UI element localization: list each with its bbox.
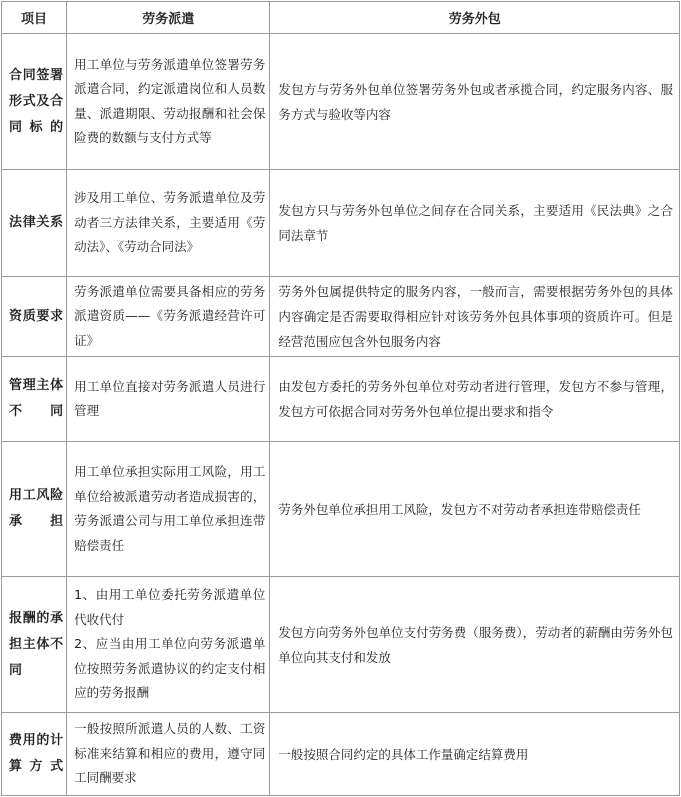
header-item: 项目: [2, 2, 67, 34]
dispatch-cell: 一般按照所派遣人员的人数、工资标准来结算和相应的费用，遵守同工同酬要求: [67, 713, 270, 796]
row-label: 资质要求: [2, 277, 67, 357]
row-label: 合同签署形式及合同标的: [2, 34, 67, 170]
table-row: [2, 442, 680, 577]
table-row: [2, 170, 680, 277]
outsourcing-cell: 发包方只与劳务外包单位之间存在合同关系，主要适用《民法典》之合同法章节: [270, 170, 680, 277]
row-label: 报酬的承担主体不同: [2, 577, 67, 713]
dispatch-cell: 用工单位承担实际用工风险，用工单位给被派遣劳动者造成损害的，劳务派遣公司与用工单位承担连带赔偿责任: [67, 442, 270, 577]
outsourcing-cell: 劳务外包属提供特定的服务内容，一般而言，需要根据劳务外包的具体内容确定是否需要取得相应针对该劳务外包具体事项的资质许可。但是经营范围应包含外包服务内容: [270, 277, 680, 357]
dispatch-cell: [67, 577, 270, 713]
outsourcing-cell: 一般按照合同约定的具体工作量确定结算费用: [270, 713, 680, 796]
header-dispatch: 劳务派遣: [67, 2, 270, 34]
header-outsourcing: 劳务外包: [270, 2, 680, 34]
row-label: 费用的计算方式: [2, 713, 67, 796]
dispatch-cell: 劳务派遣单位需要具备相应的劳务派遣资质——《劳务派遣经营许可证》: [67, 277, 270, 357]
outsourcing-cell: 发包方向劳务外包单位支付劳务费（服务费），劳动者的薪酬由劳务外包单位向其支付和发放: [270, 577, 680, 713]
outsourcing-cell: 由发包方委托的劳务外包单位对劳动者进行管理，发包方不参与管理，发包方可依据合同对劳务外包单位提出要求和指令: [270, 357, 680, 442]
dispatch-line: 2、应当由用工单位向劳务派遣单位按照劳务派遣协议的约定支付相应的劳务报酬: [74, 636, 266, 701]
row-label: 用工风险承担: [2, 442, 67, 577]
outsourcing-cell: 发包方与劳务外包单位签署劳务外包或者承揽合同，约定服务内容、服务方式与验收等内容: [270, 34, 680, 170]
table-row: [2, 357, 680, 442]
dispatch-cell: 用工单位直接对劳务派遣人员进行管理: [67, 357, 270, 442]
comparison-table: [1, 1, 680, 796]
dispatch-cell: 用工单位与劳务派遣单位签署劳务派遣合同，约定派遣岗位和人员数量、派遣期限、劳动报酬和社会保险费的数额与支付方式等: [67, 34, 270, 170]
row-label: 管理主体不同: [2, 357, 67, 442]
dispatch-line: 1、由用工单位委托劳务派遣单位代收代付: [74, 587, 266, 627]
table-row: [2, 713, 680, 796]
dispatch-cell: 涉及用工单位、劳务派遣单位及劳动者三方法律关系，主要适用《劳动法》、《劳动合同法》: [67, 170, 270, 277]
table-row: [2, 34, 680, 170]
header-row: [2, 2, 680, 34]
table-row: [2, 277, 680, 357]
row-label: 法律关系: [2, 170, 67, 277]
table-row: [2, 577, 680, 713]
outsourcing-cell: 劳务外包单位承担用工风险，发包方不对劳动者承担连带赔偿责任: [270, 442, 680, 577]
